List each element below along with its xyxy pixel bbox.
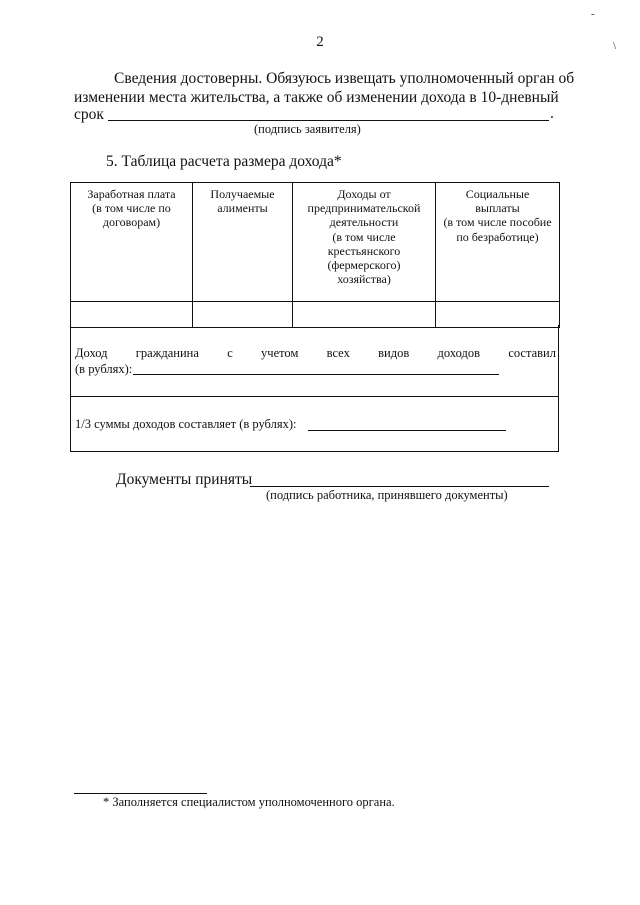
header-line: договорам) (102, 215, 161, 230)
table-value-row (71, 302, 560, 328)
header-line: предпринимательской (307, 201, 421, 216)
alimony-value-cell[interactable] (193, 302, 293, 328)
header-line: Получаемые (210, 187, 275, 201)
column-header-social-payments (436, 183, 560, 302)
total-word: гражданина (135, 346, 199, 360)
total-word: видов (378, 346, 410, 360)
one-third-input-line[interactable] (308, 416, 506, 431)
salary-value-cell[interactable] (71, 302, 193, 328)
header-line: деятельности (329, 215, 399, 230)
header-line: выплаты (475, 201, 520, 216)
documents-accepted-label: Документы приняты (116, 471, 253, 488)
total-income-input-line[interactable] (133, 361, 499, 375)
header-line: хозяйства) (337, 272, 391, 287)
employee-signature-line[interactable] (250, 471, 549, 487)
total-word: составил (508, 346, 556, 360)
column-header-salary (71, 183, 193, 302)
declaration-line-2: изменении места жительства, а также об изменении дохода в 10-дневный (74, 89, 559, 106)
column-header-alimony (193, 183, 293, 302)
total-word: всех (326, 346, 350, 360)
total-income-label: (в рублях): (75, 362, 133, 376)
header-line: Социальные (465, 187, 530, 201)
business-income-value-cell[interactable] (293, 302, 436, 328)
one-third-label: 1/3 суммы доходов составляет (в рублях): (75, 417, 297, 431)
footnote-rule (74, 793, 207, 794)
total-word: Доход (75, 346, 108, 360)
header-line: (в том числе пособие (443, 215, 552, 230)
page-number: 2 (316, 34, 324, 50)
header-line: (в том числе по (92, 201, 171, 216)
header-line: по безработице) (456, 229, 539, 244)
applicant-signature-line[interactable] (108, 105, 549, 121)
header-line: (фермерского) (327, 258, 401, 273)
total-income-sentence (71, 346, 558, 361)
declaration-line-3-label: срок (74, 106, 104, 123)
corner-mark-side: \ (613, 40, 617, 52)
total-word: с (227, 346, 233, 360)
declaration-line-1: Сведения достоверны. Обязуюсь извещать уполномоченный орган об (114, 70, 575, 87)
table-header-row (71, 183, 560, 302)
header-line: алименты (217, 201, 268, 216)
corner-mark-top: - (591, 8, 595, 20)
employee-signature-caption: (подпись работника, принявшего документы) (266, 488, 508, 502)
section-title: 5. Таблица расчета размера дохода* (106, 153, 342, 170)
header-line: Доходы от (337, 187, 391, 201)
header-line: Заработная плата (87, 187, 176, 201)
social-payments-value-cell[interactable] (436, 302, 560, 328)
header-line: крестьянского (327, 243, 401, 258)
column-header-business-income (293, 183, 436, 302)
declaration-line-3-end: . (550, 105, 554, 122)
one-third-row (70, 397, 559, 452)
applicant-signature-caption: (подпись заявителя) (254, 122, 361, 136)
total-word: учетом (261, 346, 299, 360)
footnote-text: * Заполняется специалистом уполномоченного органа. (103, 795, 395, 809)
income-table (70, 182, 560, 328)
header-line: (в том числе (332, 229, 396, 244)
total-word: доходов (437, 346, 481, 360)
total-income-row (70, 325, 559, 397)
